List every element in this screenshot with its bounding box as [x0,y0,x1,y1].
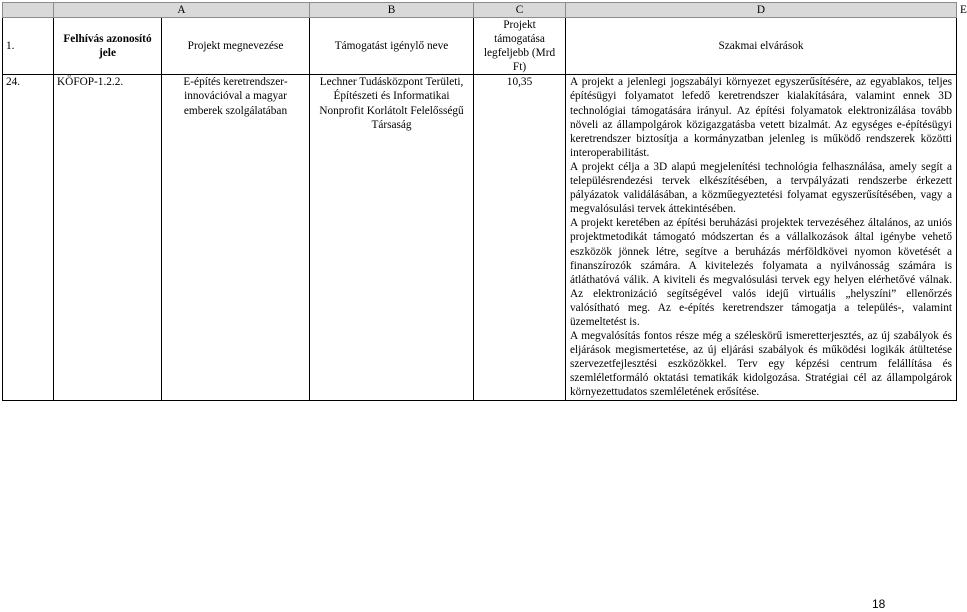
header-row-number: 1. [3,18,54,75]
requirements-paragraph: A megvalósítás fontos része még a széleskörű ismeretterjesztés, az új szabályok és eljárások megismertetése, az új eljárási szabályok és működési logikák átültetése szervezetfejlesztési eszközökkel. Terv egy képzési centrum felállítása és szemléletformáló oktatási tematikák kidolgozása. Stratégiai cél az állampolgárok környezettudatos szemléletének erősítése. [570,330,953,399]
call-id: KÖFOP-1.2.2. [54,75,162,400]
requirements-paragraph: A projekt a jelenlegi jogszabályi környezet egyszerűsítésére, az egyablakos, teljes építésügyi folyamatot lefedő keretrendszer kialakítására, valamint ennek 3D technológiai támogatására irányul. Az építési folyamatok elektronizálása tovább növeli az állampolgárok közigazgatásba vetett bizalmát. Az egységes e-építésügyi keretrendszer biztosítja a kormányzatban jelenleg is működő rendszerek közötti interoperabilitást. [570,76,953,159]
funding-amount: 10,35 [474,75,566,400]
table-row [3,75,957,400]
header-row [3,18,957,75]
page-number: 18 [872,597,886,611]
project-name: E-építés keretrendszer-innovációval a magyar emberek szolgálatában [162,75,310,400]
applicant-name: Lechner Tudásközpont Területi, Építészeti és Informatikai Nonprofit Korlátolt Felelősségű Társaság [310,75,474,400]
column-letter-b: B [310,3,474,18]
row-number: 24. [3,75,54,400]
header-call-id: Felhívás azonosító jele [54,18,162,75]
requirements-paragraph: A projekt célja a 3D alapú megjelenítési technológia felhasználása, amely segít a településrendezési tervek elkészítésében, a tervpályázati rendszerbe érkezett pályázatok validálásában, a közműegyeztetési folyamat egyszerűsítésében, vagy a megvalósulási tervek áttekintésében. [570,160,953,216]
header-funding: Projekt támogatása legfeljebb (Mrd Ft) [474,18,566,75]
project-table [2,2,967,401]
header-requirements: Szakmai elvárások [566,18,957,75]
header-applicant: Támogatást igénylő neve [310,18,474,75]
column-letter-d: D [566,3,957,18]
requirements-text [566,75,957,400]
corner-cell [3,3,54,18]
column-letter-c: C [474,3,566,18]
column-letter-row: A B C D E [3,3,957,18]
header-project-name: Projekt megnevezése [162,18,310,75]
column-letter-a: A [54,3,310,18]
requirements-paragraph: A projekt keretében az építési beruházási projektek tervezéséhez általános, az uniós projektmetodikát támogató módszertan és a vállalkozások által igénybe vehető eszközök jönnek létre, segítve a beruházás mérföldkövei nyomon követését a finanszírozók számára. A kivitelezés folyamata a nyilvánosság számára is átláthatóvá válik. A kiviteli és megvalósulási tervek egy helyen elérhetővé válnak. Az elektronizáció segítségével valós idejű virtuális „helyszíni” ellenőrzés valósítható meg. Az e-építés keretrendszer támogatja a település-, valamint üzemeltetést is. [570,217,953,328]
